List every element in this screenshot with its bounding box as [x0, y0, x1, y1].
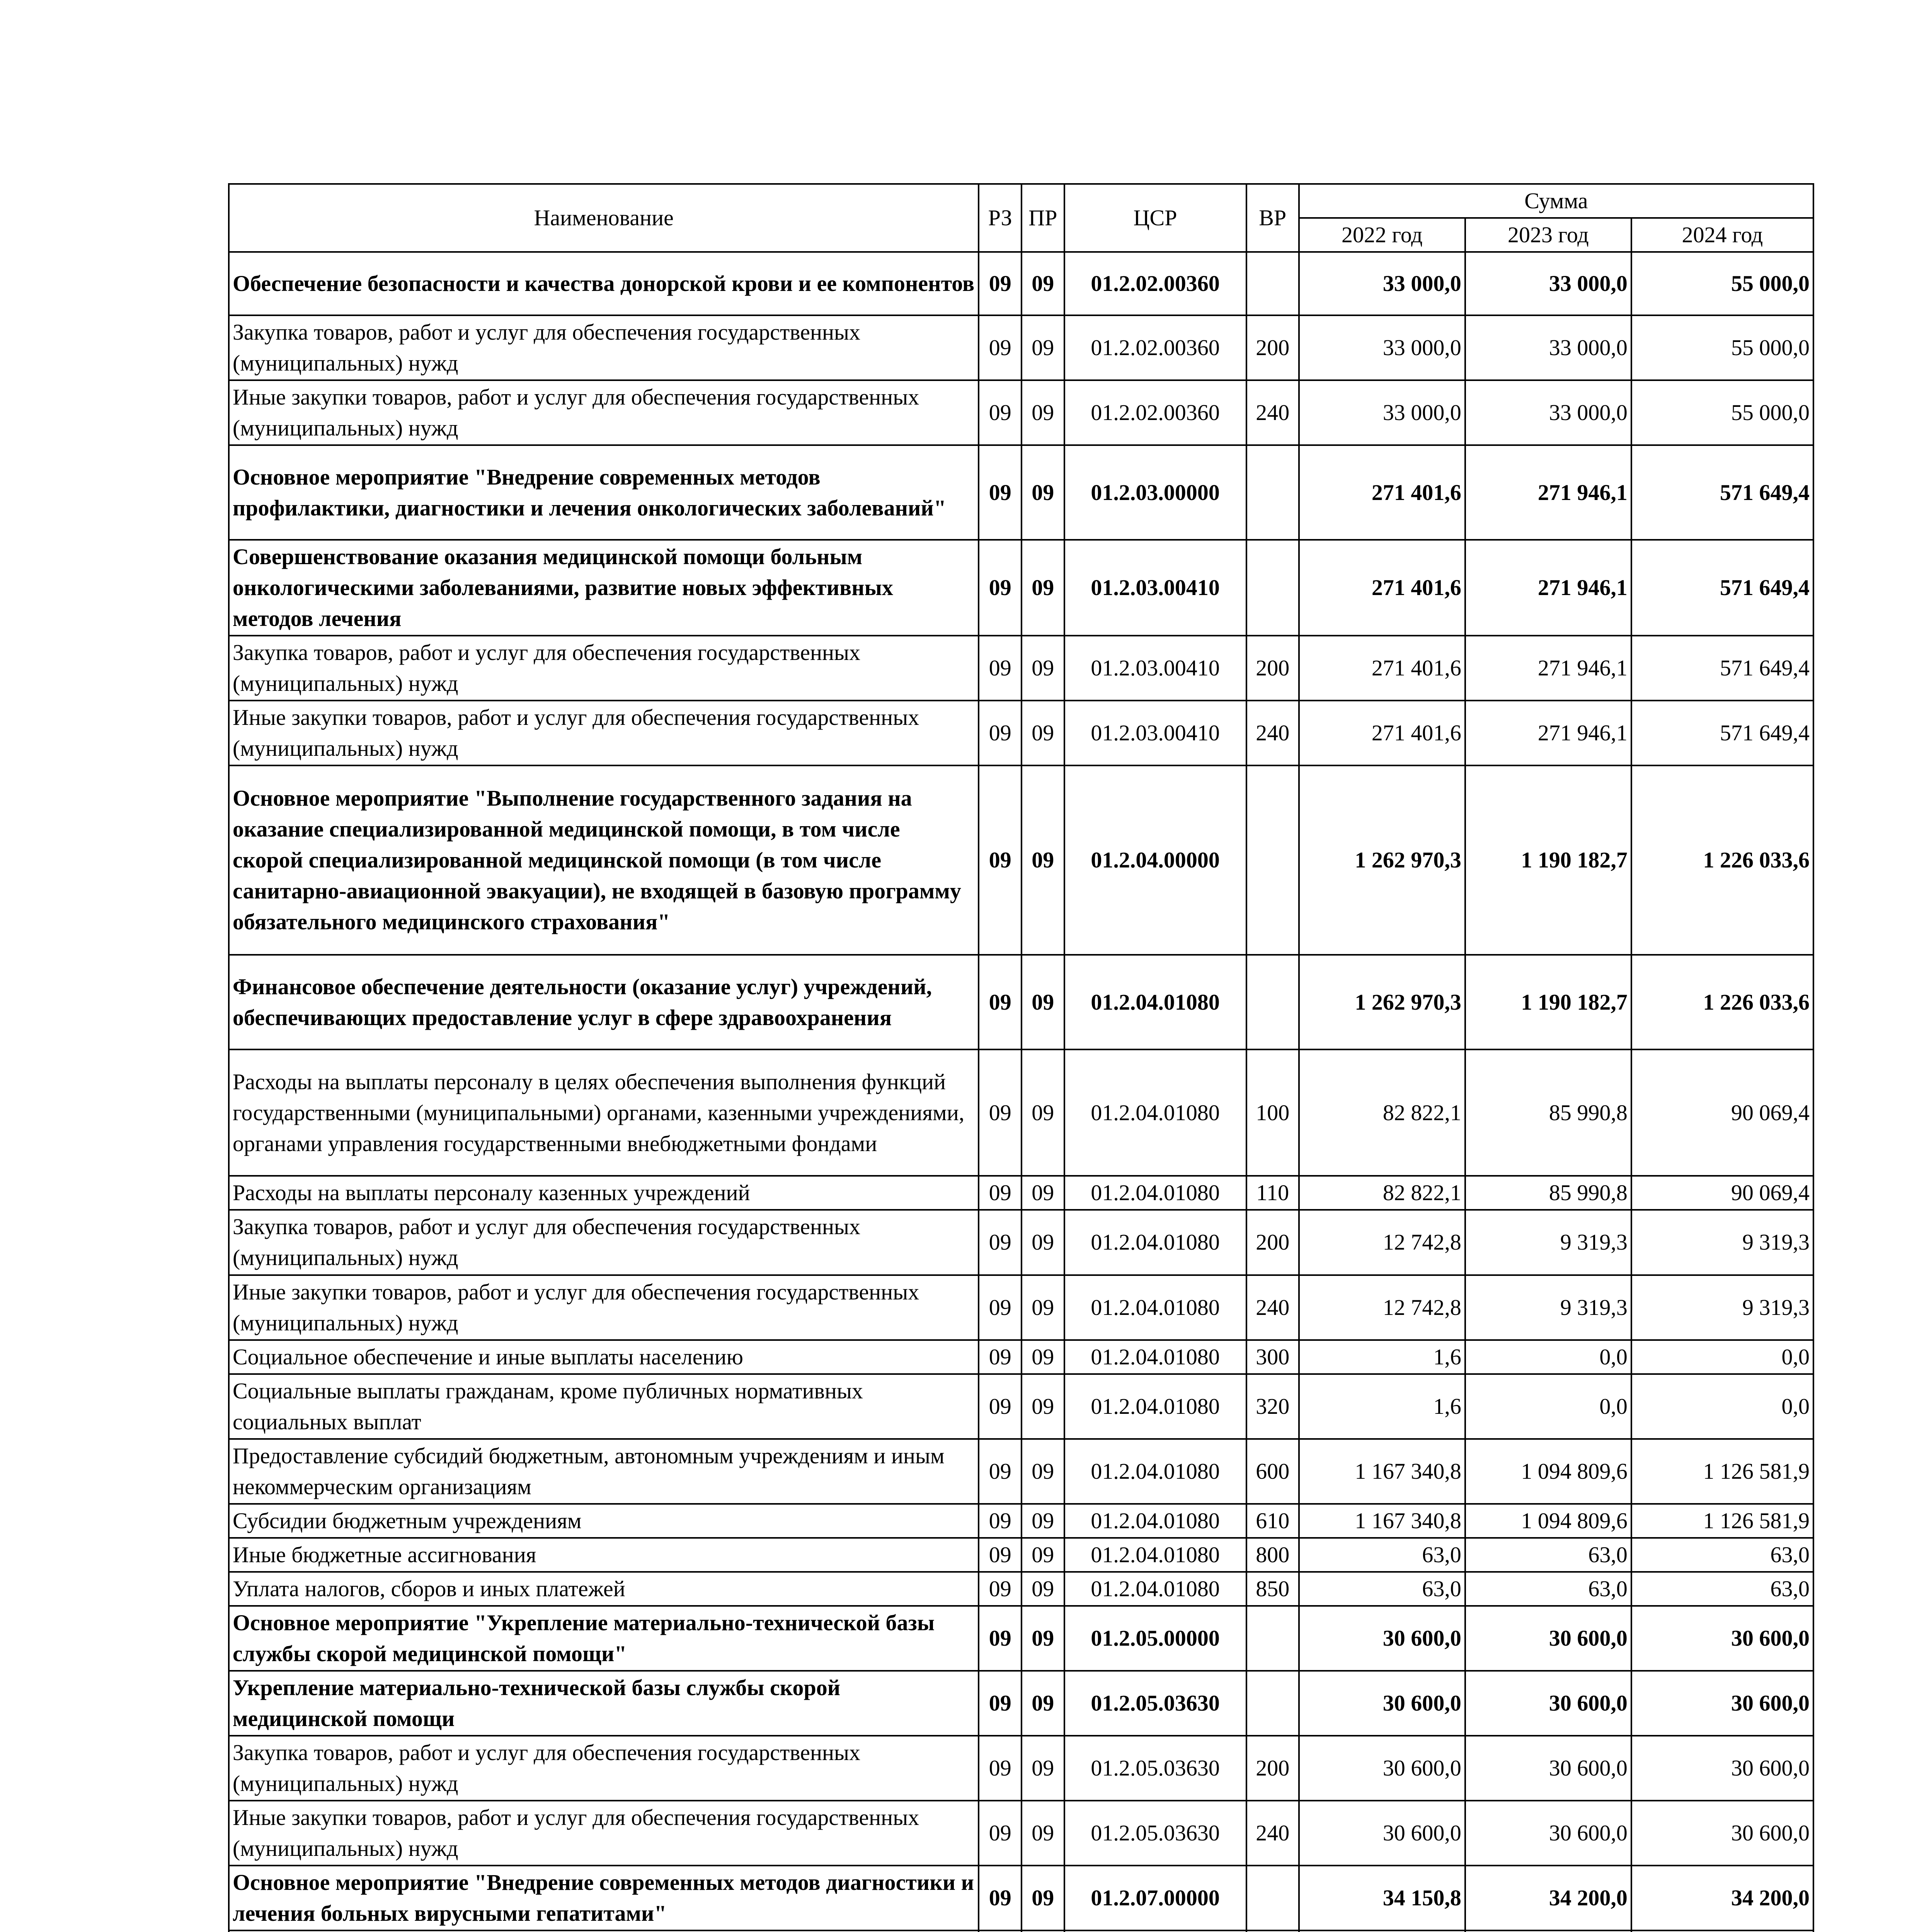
row-amount-2024: 1 226 033,6: [1631, 765, 1813, 955]
row-amount-2022: 33 000,0: [1299, 315, 1465, 380]
row-csr: 01.2.05.03630: [1064, 1801, 1246, 1866]
row-name: Основное мероприятие "Укрепление материально-технической базы службы скорой медицинской помощи": [229, 1606, 979, 1671]
row-csr: 01.2.04.01080: [1064, 1340, 1246, 1374]
row-amount-2022: 1 262 970,3: [1299, 955, 1465, 1049]
row-amount-2023: 33 000,0: [1465, 380, 1631, 445]
table-row: [229, 1671, 1813, 1736]
row-vr: 200: [1246, 1210, 1299, 1275]
row-amount-2023: 271 946,1: [1465, 701, 1631, 765]
row-amount-2024: 55 000,0: [1631, 315, 1813, 380]
row-amount-2024: 63,0: [1631, 1538, 1813, 1572]
col-header-pr: ПР: [1021, 184, 1064, 252]
row-amount-2024: 55 000,0: [1631, 252, 1813, 315]
row-rz: 09: [979, 380, 1021, 445]
table-row: [229, 1866, 1813, 1930]
row-amount-2023: 30 600,0: [1465, 1801, 1631, 1866]
row-amount-2023: 271 946,1: [1465, 540, 1631, 636]
row-vr: 300: [1246, 1340, 1299, 1374]
row-rz: 09: [979, 1340, 1021, 1374]
row-amount-2022: 271 401,6: [1299, 445, 1465, 540]
row-name: Обеспечение безопасности и качества донорской крови и ее компонентов: [229, 252, 979, 315]
row-pr: 09: [1021, 701, 1064, 765]
row-amount-2024: 90 069,4: [1631, 1049, 1813, 1176]
row-name: Расходы на выплаты персоналу в целях обеспечения выполнения функций государственными (муниципальными) органами, казенными учреждениями, органами управления государственными внебюджетными фондами: [229, 1049, 979, 1176]
row-amount-2023: 0,0: [1465, 1374, 1631, 1439]
row-rz: 09: [979, 445, 1021, 540]
row-amount-2023: 271 946,1: [1465, 636, 1631, 701]
row-pr: [1021, 1930, 1064, 1932]
row-rz: 09: [979, 1572, 1021, 1606]
row-amount-2022: 271 401,6: [1299, 636, 1465, 701]
table-row: [229, 1176, 1813, 1210]
row-amount-2022: 33 000,0: [1299, 252, 1465, 315]
row-vr: 200: [1246, 1736, 1299, 1801]
row-vr: [1246, 1930, 1299, 1932]
row-amount-2022: 1 167 340,8: [1299, 1439, 1465, 1504]
row-amount-2022: 1,6: [1299, 1340, 1465, 1374]
row-amount-2024: 30 600,0: [1631, 1736, 1813, 1801]
row-name: Укрепление материально-технической базы службы скорой медицинской помощи: [229, 1671, 979, 1736]
row-name: Закупка товаров, работ и услуг для обеспечения государственных (муниципальных) нужд: [229, 636, 979, 701]
row-rz: 09: [979, 1176, 1021, 1210]
table-row: [229, 1930, 1813, 1932]
row-csr: 01.2.07.00000: [1064, 1866, 1246, 1930]
row-name: Социальное обеспечение и иные выплаты населению: [229, 1340, 979, 1374]
row-name: Совершенствование оказания медицинской помощи больным онкологическими заболеваниями, развитие новых эффективных методов лечения: [229, 540, 979, 636]
row-amount-2024: 0,0: [1631, 1374, 1813, 1439]
row-rz: 09: [979, 636, 1021, 701]
row-pr: 09: [1021, 315, 1064, 380]
row-amount-2022: 82 822,1: [1299, 1176, 1465, 1210]
row-csr: 01.2.04.01080: [1064, 1176, 1246, 1210]
table-row: [229, 1538, 1813, 1572]
budget-table: [228, 183, 1814, 1932]
row-pr: 09: [1021, 1049, 1064, 1176]
row-amount-2022: 30 600,0: [1299, 1671, 1465, 1736]
row-vr: 610: [1246, 1504, 1299, 1538]
row-pr: 09: [1021, 1374, 1064, 1439]
row-csr: 01.2.04.01080: [1064, 1049, 1246, 1176]
col-header-sum: Сумма: [1299, 184, 1813, 218]
table-row: [229, 1340, 1813, 1374]
row-vr: [1246, 1606, 1299, 1671]
row-amount-2024: 571 649,4: [1631, 540, 1813, 636]
row-amount-2022: 33 000,0: [1299, 380, 1465, 445]
row-amount-2023: 9 319,3: [1465, 1210, 1631, 1275]
row-pr: 09: [1021, 540, 1064, 636]
row-csr: 01.2.03.00000: [1064, 445, 1246, 540]
table-row: [229, 1504, 1813, 1538]
row-pr: 09: [1021, 1736, 1064, 1801]
row-vr: [1246, 1866, 1299, 1930]
row-rz: 09: [979, 701, 1021, 765]
row-amount-2024: 34 200,0: [1631, 1866, 1813, 1930]
row-rz: 09: [979, 1439, 1021, 1504]
row-name: Иные закупки товаров, работ и услуг для обеспечения государственных (муниципальных) нужд: [229, 380, 979, 445]
row-pr: 09: [1021, 1275, 1064, 1340]
table-row: [229, 252, 1813, 315]
row-amount-2024: 63,0: [1631, 1572, 1813, 1606]
row-amount-2023: 30 600,0: [1465, 1736, 1631, 1801]
row-amount-2024: 1 226 033,6: [1631, 955, 1813, 1049]
row-amount-2023: 63,0: [1465, 1572, 1631, 1606]
row-pr: 09: [1021, 1866, 1064, 1930]
row-name: Иные закупки товаров, работ и услуг для обеспечения государственных (муниципальных) нужд: [229, 1275, 979, 1340]
row-name: Основное мероприятие "Внедрение современных методов диагностики и лечения больных вирусными гепатитами": [229, 1866, 979, 1930]
row-name: [229, 1930, 979, 1932]
row-amount-2024: [1631, 1930, 1813, 1932]
row-amount-2024: 9 319,3: [1631, 1210, 1813, 1275]
row-pr: 09: [1021, 1572, 1064, 1606]
table-row: [229, 1275, 1813, 1340]
row-amount-2022: 30 600,0: [1299, 1606, 1465, 1671]
row-vr: 240: [1246, 380, 1299, 445]
row-amount-2023: 34 200,0: [1465, 1866, 1631, 1930]
row-csr: 01.2.05.03630: [1064, 1736, 1246, 1801]
row-pr: 09: [1021, 1504, 1064, 1538]
row-amount-2022: [1299, 1930, 1465, 1932]
table-row: [229, 1736, 1813, 1801]
row-rz: 09: [979, 1801, 1021, 1866]
row-csr: 01.2.03.00410: [1064, 636, 1246, 701]
table-row: [229, 540, 1813, 636]
row-amount-2024: 1 126 581,9: [1631, 1504, 1813, 1538]
row-rz: 09: [979, 252, 1021, 315]
row-csr: [1064, 1930, 1246, 1932]
row-rz: 09: [979, 1866, 1021, 1930]
row-csr: 01.2.02.00360: [1064, 315, 1246, 380]
row-vr: 320: [1246, 1374, 1299, 1439]
row-pr: 09: [1021, 1210, 1064, 1275]
row-name: Основное мероприятие "Выполнение государственного задания на оказание специализированной медицинской помощи, в том числе скорой специализированной медицинской помощи (в том числе санитарно-авиационной эвакуации), не входящей в базовую программу обязательного медицинского страхования": [229, 765, 979, 955]
row-name: Иные бюджетные ассигнования: [229, 1538, 979, 1572]
row-csr: 01.2.04.01080: [1064, 1538, 1246, 1572]
row-name: Основное мероприятие "Внедрение современных методов профилактики, диагностики и лечения онкологических заболеваний": [229, 445, 979, 540]
row-amount-2022: 30 600,0: [1299, 1736, 1465, 1801]
row-vr: [1246, 765, 1299, 955]
table-row: [229, 1801, 1813, 1866]
row-amount-2024: 1 126 581,9: [1631, 1439, 1813, 1504]
row-amount-2022: 1,6: [1299, 1374, 1465, 1439]
table-row: [229, 636, 1813, 701]
row-rz: 09: [979, 1210, 1021, 1275]
row-amount-2024: 571 649,4: [1631, 636, 1813, 701]
row-amount-2024: 571 649,4: [1631, 445, 1813, 540]
row-vr: [1246, 540, 1299, 636]
col-header-vr: ВР: [1246, 184, 1299, 252]
row-name: Социальные выплаты гражданам, кроме публичных нормативных социальных выплат: [229, 1374, 979, 1439]
row-csr: 01.2.03.00410: [1064, 540, 1246, 636]
row-pr: 09: [1021, 1801, 1064, 1866]
row-amount-2023: 0,0: [1465, 1340, 1631, 1374]
table-row: [229, 1572, 1813, 1606]
table-header: [229, 184, 1813, 252]
row-amount-2022: 34 150,8: [1299, 1866, 1465, 1930]
row-vr: 240: [1246, 701, 1299, 765]
row-vr: 100: [1246, 1049, 1299, 1176]
table-row: [229, 1606, 1813, 1671]
row-amount-2022: 1 167 340,8: [1299, 1504, 1465, 1538]
row-amount-2022: 271 401,6: [1299, 701, 1465, 765]
row-name: Предоставление субсидий бюджетным, автономным учреждениям и иным некоммерческим организациям: [229, 1439, 979, 1504]
col-header-2023: 2023 год: [1465, 218, 1631, 252]
row-name: Закупка товаров, работ и услуг для обеспечения государственных (муниципальных) нужд: [229, 315, 979, 380]
row-csr: 01.2.04.01080: [1064, 955, 1246, 1049]
row-amount-2023: 63,0: [1465, 1538, 1631, 1572]
row-vr: 200: [1246, 636, 1299, 701]
row-amount-2023: 33 000,0: [1465, 252, 1631, 315]
row-csr: 01.2.04.01080: [1064, 1504, 1246, 1538]
row-rz: 09: [979, 315, 1021, 380]
row-csr: 01.2.05.00000: [1064, 1606, 1246, 1671]
row-amount-2022: 12 742,8: [1299, 1210, 1465, 1275]
row-amount-2023: 85 990,8: [1465, 1176, 1631, 1210]
row-name: Финансовое обеспечение деятельности (оказание услуг) учреждений, обеспечивающих предоставление услуг в сфере здравоохранения: [229, 955, 979, 1049]
row-rz: 09: [979, 1504, 1021, 1538]
table-row: [229, 1439, 1813, 1504]
row-name: Субсидии бюджетным учреждениям: [229, 1504, 979, 1538]
table-row: [229, 1210, 1813, 1275]
row-vr: 240: [1246, 1275, 1299, 1340]
row-pr: 09: [1021, 1671, 1064, 1736]
row-vr: 800: [1246, 1538, 1299, 1572]
row-name: Иные закупки товаров, работ и услуг для обеспечения государственных (муниципальных) нужд: [229, 701, 979, 765]
table-row: [229, 380, 1813, 445]
row-name: Расходы на выплаты персоналу казенных учреждений: [229, 1176, 979, 1210]
row-amount-2023: 1 094 809,6: [1465, 1504, 1631, 1538]
row-csr: 01.2.04.01080: [1064, 1275, 1246, 1340]
row-vr: [1246, 955, 1299, 1049]
col-header-2022: 2022 год: [1299, 218, 1465, 252]
row-amount-2024: 90 069,4: [1631, 1176, 1813, 1210]
row-amount-2023: 30 600,0: [1465, 1671, 1631, 1736]
row-amount-2023: [1465, 1930, 1631, 1932]
row-name: Закупка товаров, работ и услуг для обеспечения государственных (муниципальных) нужд: [229, 1210, 979, 1275]
table-row: [229, 445, 1813, 540]
row-csr: 01.2.02.00360: [1064, 252, 1246, 315]
row-rz: [979, 1930, 1021, 1932]
table-body: [229, 252, 1813, 1932]
row-amount-2022: 63,0: [1299, 1538, 1465, 1572]
row-csr: 01.2.04.01080: [1064, 1572, 1246, 1606]
col-header-2024: 2024 год: [1631, 218, 1813, 252]
table-row: [229, 701, 1813, 765]
row-rz: 09: [979, 1049, 1021, 1176]
row-name: Иные закупки товаров, работ и услуг для обеспечения государственных (муниципальных) нужд: [229, 1801, 979, 1866]
row-amount-2024: 30 600,0: [1631, 1671, 1813, 1736]
row-amount-2024: 55 000,0: [1631, 380, 1813, 445]
row-csr: 01.2.02.00360: [1064, 380, 1246, 445]
row-amount-2024: 9 319,3: [1631, 1275, 1813, 1340]
row-rz: 09: [979, 765, 1021, 955]
row-pr: 09: [1021, 1538, 1064, 1572]
row-rz: 09: [979, 955, 1021, 1049]
row-csr: 01.2.04.01080: [1064, 1374, 1246, 1439]
row-pr: 09: [1021, 955, 1064, 1049]
row-csr: 01.2.04.01080: [1064, 1439, 1246, 1504]
row-name: Закупка товаров, работ и услуг для обеспечения государственных (муниципальных) нужд: [229, 1736, 979, 1801]
table-row: [229, 955, 1813, 1049]
row-vr: [1246, 252, 1299, 315]
row-pr: 09: [1021, 1439, 1064, 1504]
row-vr: [1246, 445, 1299, 540]
row-amount-2023: 1 190 182,7: [1465, 765, 1631, 955]
row-vr: 200: [1246, 315, 1299, 380]
row-vr: 600: [1246, 1439, 1299, 1504]
row-rz: 09: [979, 1374, 1021, 1439]
row-amount-2024: 0,0: [1631, 1340, 1813, 1374]
row-pr: 09: [1021, 1176, 1064, 1210]
row-rz: 09: [979, 540, 1021, 636]
row-pr: 09: [1021, 445, 1064, 540]
table-row: [229, 1374, 1813, 1439]
row-pr: 09: [1021, 380, 1064, 445]
table-row: [229, 1049, 1813, 1176]
row-amount-2023: 1 190 182,7: [1465, 955, 1631, 1049]
row-csr: 01.2.03.00410: [1064, 701, 1246, 765]
row-amount-2022: 30 600,0: [1299, 1801, 1465, 1866]
col-header-rz: РЗ: [979, 184, 1021, 252]
row-amount-2024: 30 600,0: [1631, 1801, 1813, 1866]
row-pr: 09: [1021, 765, 1064, 955]
row-vr: 110: [1246, 1176, 1299, 1210]
row-amount-2022: 1 262 970,3: [1299, 765, 1465, 955]
row-csr: 01.2.04.00000: [1064, 765, 1246, 955]
table-row: [229, 315, 1813, 380]
row-amount-2022: 82 822,1: [1299, 1049, 1465, 1176]
row-csr: 01.2.05.03630: [1064, 1671, 1246, 1736]
row-pr: 09: [1021, 636, 1064, 701]
row-rz: 09: [979, 1736, 1021, 1801]
col-header-name: Наименование: [229, 184, 979, 252]
row-amount-2024: 571 649,4: [1631, 701, 1813, 765]
row-amount-2023: 271 946,1: [1465, 445, 1631, 540]
row-amount-2022: 12 742,8: [1299, 1275, 1465, 1340]
row-rz: 09: [979, 1275, 1021, 1340]
row-vr: 850: [1246, 1572, 1299, 1606]
row-pr: 09: [1021, 1340, 1064, 1374]
row-pr: 09: [1021, 1606, 1064, 1671]
row-amount-2023: 30 600,0: [1465, 1606, 1631, 1671]
row-amount-2023: 1 094 809,6: [1465, 1439, 1631, 1504]
row-rz: 09: [979, 1671, 1021, 1736]
row-amount-2023: 9 319,3: [1465, 1275, 1631, 1340]
row-pr: 09: [1021, 252, 1064, 315]
col-header-csr: ЦСР: [1064, 184, 1246, 252]
row-rz: 09: [979, 1606, 1021, 1671]
row-vr: [1246, 1671, 1299, 1736]
row-rz: 09: [979, 1538, 1021, 1572]
row-amount-2022: 271 401,6: [1299, 540, 1465, 636]
row-vr: 240: [1246, 1801, 1299, 1866]
row-amount-2023: 85 990,8: [1465, 1049, 1631, 1176]
row-amount-2024: 30 600,0: [1631, 1606, 1813, 1671]
row-amount-2023: 33 000,0: [1465, 315, 1631, 380]
table-row: [229, 765, 1813, 955]
row-csr: 01.2.04.01080: [1064, 1210, 1246, 1275]
row-name: Уплата налогов, сборов и иных платежей: [229, 1572, 979, 1606]
row-amount-2022: 63,0: [1299, 1572, 1465, 1606]
